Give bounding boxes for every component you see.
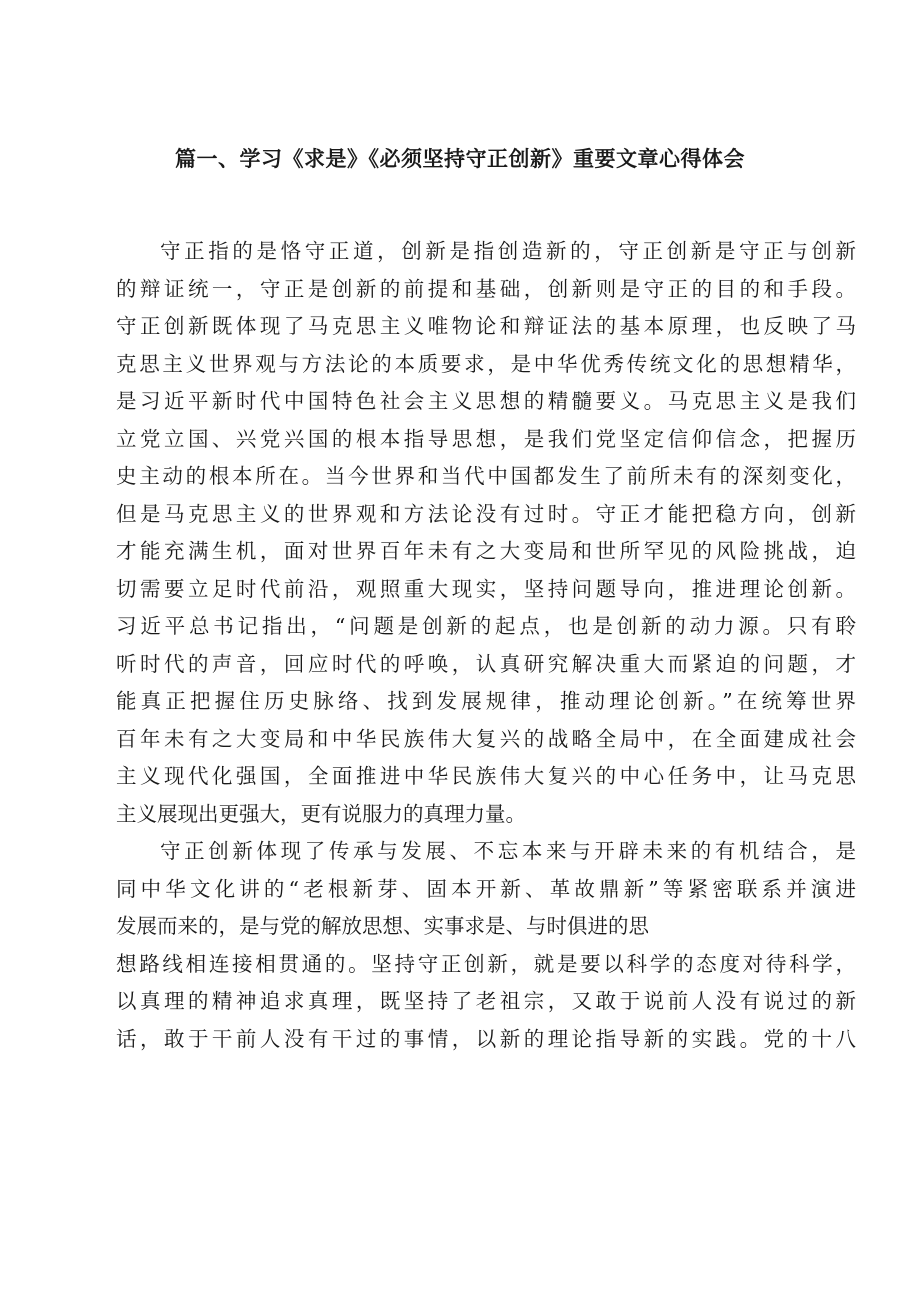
text-line: 能真正把握住历史脉络、找到发展规律，推动理论创新。”在统筹世界 bbox=[116, 689, 856, 713]
document-title: 篇一、学习《求是》《必须坚持守正创新》重要文章心得体会 bbox=[175, 147, 745, 171]
text-line: 主义展现出更强大，更有说服力的真理力量。 bbox=[116, 801, 526, 826]
text-line: 以真理的精神追求真理，既坚持了老祖宗，又敢于说前人没有说过的新 bbox=[116, 989, 856, 1013]
text-line: 习近平总书记指出，“问题是创新的起点，也是创新的动力源。只有聆 bbox=[116, 614, 856, 638]
text-line: 同中华文化讲的“老根新芽、固本开新、革故鼎新”等紧密联系并演进 bbox=[116, 876, 856, 901]
text-line: 发展而来的，是与党的解放思想、实事求是、与时俱进的思 bbox=[116, 914, 649, 938]
text-line: 史主动的根本所在。当今世界和当代中国都发生了前所未有的深刻变化， bbox=[116, 464, 856, 488]
text-line: 话，敢于干前人没有干过的事情，以新的理论指导新的实践。党的十八 bbox=[116, 1026, 856, 1051]
text-line: 主义现代化强国，全面推进中华民族伟大复兴的中心任务中，让马克思 bbox=[116, 764, 856, 788]
text-line: 但是马克思主义的世界观和方法论没有过时。守正才能把稳方向，创新 bbox=[116, 501, 856, 526]
text-line: 是习近平新时代中国特色社会主义思想的精髓要义。马克思主义是我们 bbox=[116, 389, 856, 413]
text-line: 百年未有之大变局和中华民族伟大复兴的战略全局中，在全面建成社会 bbox=[116, 726, 856, 751]
text-line: 守正指的是恪守正道，创新是指创造新的，守正创新是守正与创新 bbox=[160, 239, 856, 263]
text-line: 立党立国、兴党兴国的根本指导思想，是我们党坚定信仰信念，把握历 bbox=[116, 426, 856, 451]
text-line: 的辩证统一，守正是创新的前提和基础，创新则是守正的目的和手段。 bbox=[116, 276, 856, 301]
text-line: 切需要立足时代前沿，观照重大现实，坚持问题导向，推进理论创新。 bbox=[116, 576, 856, 601]
text-line: 守正创新体现了传承与发展、不忘本来与开辟未来的有机结合，是 bbox=[160, 839, 856, 863]
text-line: 才能充满生机，面对世界百年未有之大变局和世所罕见的风险挑战，迫 bbox=[116, 539, 856, 563]
text-line: 守正创新既体现了马克思主义唯物论和辩证法的基本原理，也反映了马 bbox=[116, 314, 856, 338]
text-line: 想路线相连接相贯通的。坚持守正创新，就是要以科学的态度对待科学， bbox=[116, 951, 856, 976]
document-body bbox=[116, 233, 856, 1058]
text-line: 克思主义世界观与方法论的本质要求，是中华优秀传统文化的思想精华， bbox=[116, 351, 856, 376]
text-line: 听时代的声音，回应时代的呼唤，认真研究解决重大而紧迫的问题，才 bbox=[116, 651, 856, 676]
